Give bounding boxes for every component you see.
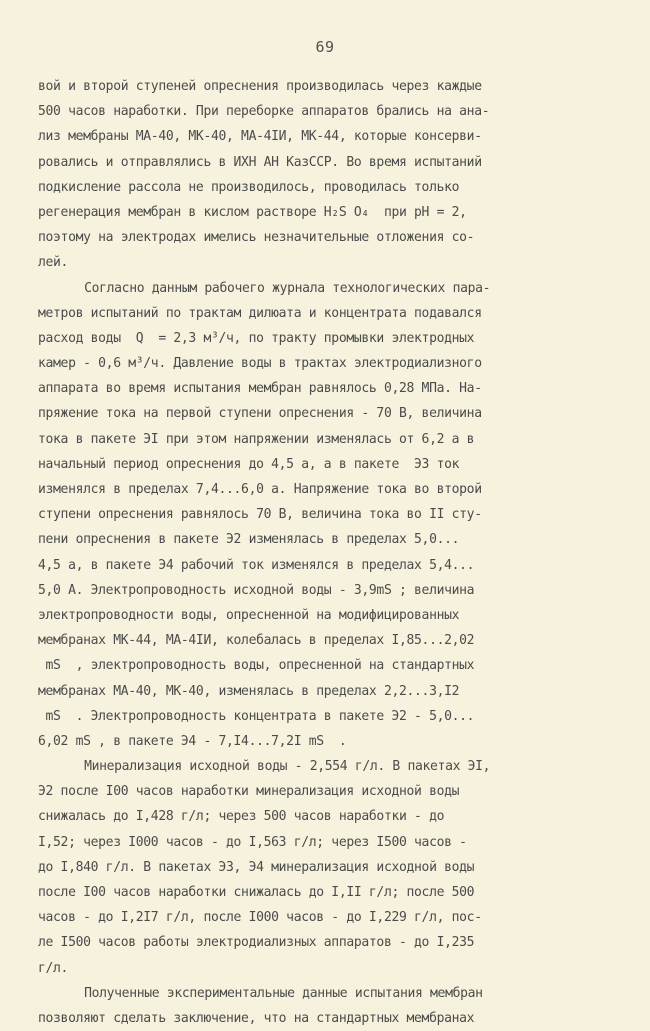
text-line: до I,840 г/л. В пакетах Э3, Э4 минерализация исходной воды [38, 858, 475, 875]
text-line: ле I500 часов работы электродиализных аппаратов - до I,235 [38, 934, 475, 951]
text-line: начальный период опреснения до 4,5 а, а в пакете Э3 ток [38, 455, 460, 472]
text-line: Минерализация исходной воды - 2,554 г/л. В пакетах ЭI, [84, 758, 491, 775]
text-line: 500 часов наработки. При переборке аппаратов брались на ана- [38, 103, 490, 120]
text-line: Полученные экспериментальные данные испытания мембран [84, 984, 483, 1001]
text-line: мембранах МА-40, МК-40, изменялась в пределах 2,2...3,I2 [38, 682, 460, 699]
text-line: камер - 0,6 м³/ч. Давление воды в трактах электродиализного [38, 355, 482, 372]
text-line: лей. [38, 254, 69, 271]
text-line: часов - до I,2I7 г/л, после I000 часов - до I,229 г/л, пос- [38, 909, 482, 926]
text-line: лиз мембраны МА-40, МК-40, МА-4IИ, МК-44, которые консерви- [38, 128, 482, 145]
text-line: поэтому на электродах имелись незначительные отложения со- [38, 229, 475, 246]
body-text [38, 74, 618, 1031]
text-line: 4,5 а, в пакете Э4 рабочий ток изменялся в пределах 5,4... [38, 556, 475, 573]
text-line: регенерация мембран в кислом растворе H₂S O₄ при pH = 2, [38, 203, 467, 220]
text-line: Согласно данным рабочего журнала технологических пара- [84, 279, 491, 296]
text-line: метров испытаний по трактам дилюата и концентрата подавался [38, 304, 482, 321]
text-line: изменялся в пределах 7,4...6,0 а. Напряжение тока во второй [38, 481, 482, 497]
text-line: электропроводности воды, опресненной на модифицированных [38, 606, 460, 623]
text-line: вой и второй ступеней опреснения производилась через каждые [38, 78, 482, 94]
text-line: г/л. [38, 959, 69, 976]
text-line: пени опреснения в пакете Э2 изменялась в пределах 5,0... [38, 531, 460, 548]
text-line: тока в пакете ЭI при этом напряжении изменялась от 6,2 а в [38, 430, 475, 447]
text-line: mS , электропроводность воды, опресненной на стандартных [38, 657, 475, 674]
text-line: 6,02 mS , в пакете Э4 - 7,I4...7,2I mS . [38, 732, 347, 749]
text-line: расход воды Q = 2,3 м³/ч, по тракту промывки электродных [38, 329, 475, 346]
text-line: mS . Электропроводность концентрата в пакете Э2 - 5,0... [38, 707, 475, 724]
text-line: подкисление рассола не производилось, проводилась только [38, 178, 460, 195]
text-line: I,52; через I000 часов - до I,563 г/л; через I500 часов - [38, 833, 467, 850]
text-line: ступени опреснения равнялось 70 В, величина тока во II сту- [38, 506, 482, 523]
text-line: пряжение тока на первой ступени опреснения - 70 В, величина [38, 405, 482, 422]
text-line: Э2 после I00 часов наработки минерализация исходной воды [38, 783, 460, 800]
text-line: 5,0 А. Электропроводность исходной воды - 3,9mS ; величина [38, 581, 475, 598]
text-line: после I00 часов наработки снижалась до I,II г/л; после 500 [38, 884, 475, 900]
text-line: мембранах МК-44, МА-4IИ, колебалась в пределах I,85...2,02 [38, 632, 475, 649]
text-line: позволяют сделать заключение, что на стандартных мембранах [38, 1009, 475, 1026]
text-line: аппарата во время испытания мембран равнялось 0,28 МПа. На- [38, 380, 482, 397]
text-line: снижалась до I,428 г/л; через 500 часов наработки - до [38, 808, 445, 825]
text-line: ровались и отправлялись в ИХН АН КазССР. Во время испытаний [38, 153, 482, 170]
page-number: 69 [315, 38, 335, 56]
